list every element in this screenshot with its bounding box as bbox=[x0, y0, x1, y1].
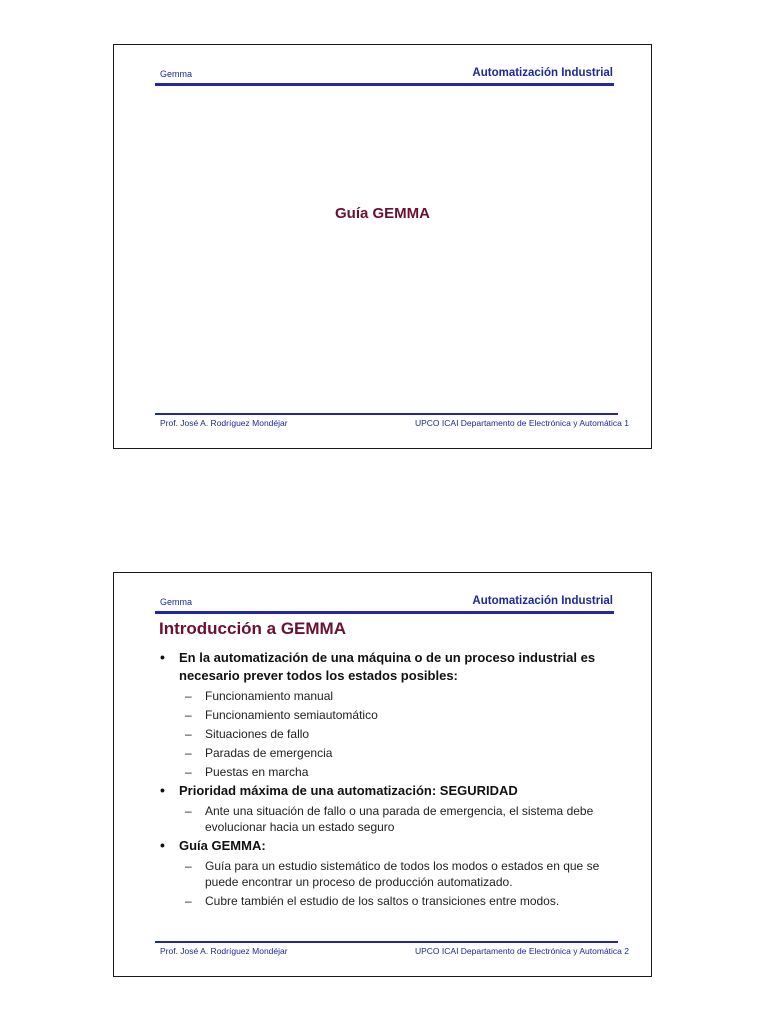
sub-bullet-item bbox=[158, 688, 628, 704]
sub-bullet-text: Ante una situación de fallo o una parada de emergencia, el sistema debe evolucionar hacia un estado seguro bbox=[205, 804, 594, 834]
footer-author: Prof. José A. Rodríguez Mondéjar bbox=[160, 418, 288, 428]
dash-icon: – bbox=[185, 804, 192, 818]
dash-icon: – bbox=[185, 689, 192, 703]
dash-icon: – bbox=[185, 708, 192, 722]
bullet-text: Prioridad máxima de una automatización: SEGURIDAD bbox=[179, 783, 518, 798]
footer-rule bbox=[155, 413, 618, 415]
sub-bullet-item bbox=[158, 726, 628, 742]
header-course: Automatización Industrial bbox=[472, 67, 613, 79]
header-topic: Gemma bbox=[160, 597, 193, 607]
header-course: Automatización Industrial bbox=[472, 595, 613, 607]
bullet-item bbox=[158, 837, 628, 855]
bullet-item bbox=[158, 782, 628, 800]
sub-bullet-item bbox=[158, 707, 628, 723]
footer-author: Prof. José A. Rodríguez Mondéjar bbox=[160, 946, 288, 956]
footer-department: UPCO ICAI Departamento de Electrónica y Automática 1 bbox=[414, 418, 629, 428]
sub-bullet-item bbox=[158, 745, 628, 761]
dash-icon: – bbox=[185, 894, 192, 908]
bullet-text: Guía GEMMA: bbox=[179, 838, 266, 853]
sub-bullet-text: Cubre también el estudio de los saltos o transiciones entre modos. bbox=[205, 894, 560, 908]
footer-department: UPCO ICAI Departamento de Electrónica y Automática 2 bbox=[414, 946, 629, 956]
slide-title: Guía GEMMA bbox=[334, 205, 430, 222]
header-rule bbox=[155, 83, 614, 86]
sub-bullet-item bbox=[158, 858, 628, 890]
sub-bullet-item bbox=[158, 893, 628, 909]
bullet-icon: • bbox=[160, 649, 165, 665]
sub-bullet-text: Paradas de emergencia bbox=[205, 746, 333, 760]
slide-title: Introducción a GEMMA bbox=[159, 619, 346, 638]
dash-icon: – bbox=[185, 746, 192, 760]
bullet-text: En la automatización de una máquina o de un proceso industrial es necesario prever todos los estados posibles: bbox=[179, 650, 596, 683]
bullet-item bbox=[158, 649, 628, 685]
bullet-icon: • bbox=[160, 782, 165, 798]
sub-bullet-text: Funcionamiento semiautomático bbox=[205, 708, 378, 722]
dash-icon: – bbox=[185, 765, 192, 779]
bullet-icon: • bbox=[160, 837, 165, 853]
dash-icon: – bbox=[185, 727, 192, 741]
footer-rule bbox=[155, 941, 618, 943]
sub-bullet-text: Puestas en marcha bbox=[205, 765, 309, 779]
sub-bullet-text: Situaciones de fallo bbox=[205, 727, 310, 741]
sub-bullet-item bbox=[158, 764, 628, 780]
slide-2 bbox=[113, 572, 652, 977]
dash-icon: – bbox=[185, 859, 192, 873]
slide-1 bbox=[113, 44, 652, 449]
header-rule bbox=[155, 611, 614, 614]
header-topic: Gemma bbox=[160, 69, 193, 79]
sub-bullet-item bbox=[158, 803, 628, 835]
sub-bullet-text: Guía para un estudio sistemático de todos los modos o estados en que se puede encontrar un proceso de producción automatizado. bbox=[205, 859, 600, 889]
sub-bullet-text: Funcionamiento manual bbox=[205, 689, 334, 703]
bullet-list bbox=[158, 647, 628, 909]
